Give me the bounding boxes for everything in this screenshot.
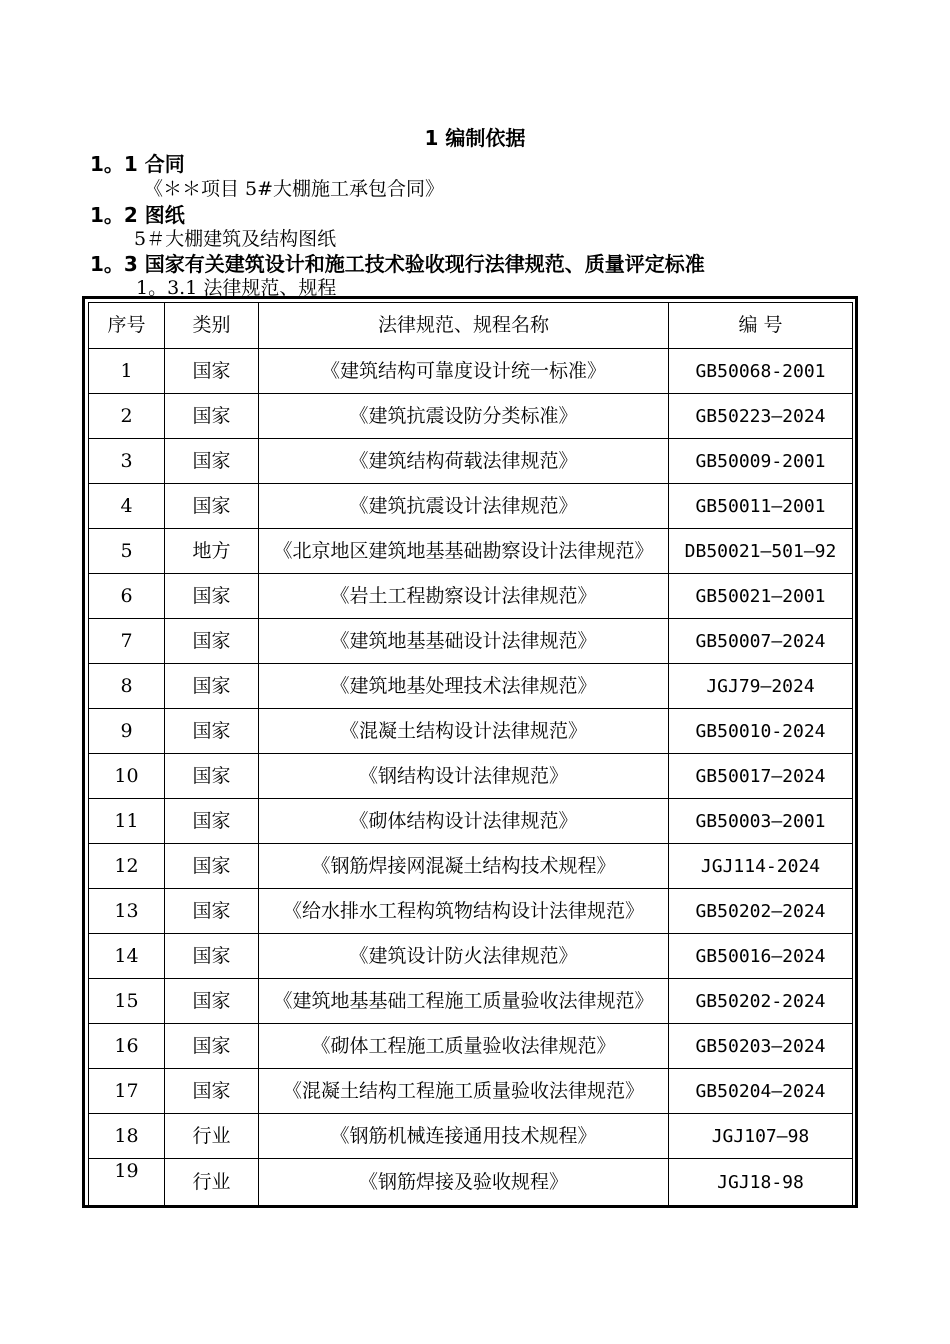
row-code: GB50021—2001 (669, 574, 853, 619)
row-name: 《岩土工程勘察设计法律规范》 (259, 574, 669, 619)
row-index: 17 (89, 1069, 165, 1114)
row-category: 国家 (165, 574, 259, 619)
row-name: 《给水排水工程构筑物结构设计法律规范》 (259, 889, 669, 934)
row-code: GB50204—2024 (669, 1069, 853, 1114)
row-index: 6 (89, 574, 165, 619)
row-index: 10 (89, 754, 165, 799)
row-name: 《砌体结构设计法律规范》 (259, 799, 669, 844)
row-code: GB50202-2024 (669, 979, 853, 1024)
drawings-text: 5＃大棚建筑及结构图纸 (134, 228, 337, 250)
row-name: 《建筑地基处理技术法律规范》 (259, 664, 669, 709)
row-index: 3 (89, 439, 165, 484)
row-category: 地方 (165, 529, 259, 574)
table-row (89, 709, 853, 754)
row-name: 《建筑抗震设计法律规范》 (259, 484, 669, 529)
table-row (89, 889, 853, 934)
row-code: GB50009-2001 (669, 439, 853, 484)
row-code: JGJ18-98 (669, 1159, 853, 1206)
row-category: 国家 (165, 979, 259, 1024)
row-code: GB50202—2024 (669, 889, 853, 934)
section-heading-drawings: 1。2 图纸 (90, 203, 185, 227)
row-category: 国家 (165, 844, 259, 889)
standards-table-frame (82, 296, 858, 1208)
row-name: 《钢筋机械连接通用技术规程》 (259, 1114, 669, 1159)
table-row (89, 664, 853, 709)
standards-table (88, 302, 853, 1206)
row-name: 《建筑地基基础设计法律规范》 (259, 619, 669, 664)
table-header-row (89, 303, 853, 349)
row-code: GB50016—2024 (669, 934, 853, 979)
row-index: 16 (89, 1024, 165, 1069)
table-row (89, 1159, 853, 1206)
row-code: GB50011—2001 (669, 484, 853, 529)
row-index: 14 (89, 934, 165, 979)
row-index: 15 (89, 979, 165, 1024)
table-row (89, 844, 853, 889)
row-code: GB50223—2024 (669, 394, 853, 439)
table-row (89, 619, 853, 664)
header-category: 类别 (165, 303, 259, 349)
row-index: 9 (89, 709, 165, 754)
row-index: 7 (89, 619, 165, 664)
row-name: 《建筑结构荷载法律规范》 (259, 439, 669, 484)
row-index: 18 (89, 1114, 165, 1159)
header-code: 编 号 (669, 303, 853, 349)
row-name: 《砌体工程施工质量验收法律规范》 (259, 1024, 669, 1069)
row-category: 国家 (165, 664, 259, 709)
row-category: 行业 (165, 1159, 259, 1206)
row-code: DB50021—501—92 (669, 529, 853, 574)
table-row (89, 754, 853, 799)
header-name: 法律规范、规程名称 (259, 303, 669, 349)
row-index: 2 (89, 394, 165, 439)
row-index: 19 (89, 1159, 165, 1206)
row-index: 4 (89, 484, 165, 529)
table-row (89, 349, 853, 394)
table-row (89, 574, 853, 619)
section-heading-contract: 1。1 合同 (90, 152, 185, 176)
row-name: 《建筑地基基础工程施工质量验收法律规范》 (259, 979, 669, 1024)
row-name: 《钢筋焊接及验收规程》 (259, 1159, 669, 1206)
row-code: JGJ114-2024 (669, 844, 853, 889)
row-name: 《建筑抗震设防分类标准》 (259, 394, 669, 439)
row-code: GB50203—2024 (669, 1024, 853, 1069)
row-name: 《建筑设计防火法律规范》 (259, 934, 669, 979)
row-category: 国家 (165, 394, 259, 439)
row-index: 11 (89, 799, 165, 844)
row-category: 国家 (165, 349, 259, 394)
row-index: 5 (89, 529, 165, 574)
table-row (89, 934, 853, 979)
contract-text: 《＊＊项目 5#大棚施工承包合同》 (144, 178, 445, 200)
table-body (89, 349, 853, 1206)
row-name: 《建筑结构可靠度设计统一标准》 (259, 349, 669, 394)
page-title: 1 编制依据 (424, 126, 526, 150)
row-code: GB50003—2001 (669, 799, 853, 844)
table-row (89, 394, 853, 439)
header-index: 序号 (89, 303, 165, 349)
row-category: 国家 (165, 1024, 259, 1069)
row-name: 《混凝土结构设计法律规范》 (259, 709, 669, 754)
subsection-heading: 1。3.1 法律规范、规程 (136, 277, 337, 299)
row-name: 《混凝土结构工程施工质量验收法律规范》 (259, 1069, 669, 1114)
row-code: GB50017—2024 (669, 754, 853, 799)
row-code: JGJ107—98 (669, 1114, 853, 1159)
table-row (89, 1114, 853, 1159)
table-row (89, 529, 853, 574)
row-category: 国家 (165, 754, 259, 799)
row-category: 国家 (165, 439, 259, 484)
table-row (89, 799, 853, 844)
row-name: 《钢结构设计法律规范》 (259, 754, 669, 799)
table-row (89, 1024, 853, 1069)
row-category: 国家 (165, 799, 259, 844)
row-name: 《北京地区建筑地基基础勘察设计法律规范》 (259, 529, 669, 574)
row-category: 国家 (165, 709, 259, 754)
row-category: 国家 (165, 484, 259, 529)
row-code: GB50010-2024 (669, 709, 853, 754)
table-row (89, 484, 853, 529)
row-category: 国家 (165, 889, 259, 934)
row-code: GB50068-2001 (669, 349, 853, 394)
table-row (89, 439, 853, 484)
row-index: 12 (89, 844, 165, 889)
row-name: 《钢筋焊接网混凝土结构技术规程》 (259, 844, 669, 889)
row-index: 1 (89, 349, 165, 394)
row-category: 国家 (165, 934, 259, 979)
table-row (89, 1069, 853, 1114)
row-category: 行业 (165, 1114, 259, 1159)
row-index: 13 (89, 889, 165, 934)
row-category: 国家 (165, 619, 259, 664)
row-category: 国家 (165, 1069, 259, 1114)
section-heading-standards: 1。3 国家有关建筑设计和施工技术验收现行法律规范、质量评定标准 (90, 252, 705, 276)
row-code: JGJ79—2024 (669, 664, 853, 709)
table-row (89, 979, 853, 1024)
row-index: 8 (89, 664, 165, 709)
row-code: GB50007—2024 (669, 619, 853, 664)
